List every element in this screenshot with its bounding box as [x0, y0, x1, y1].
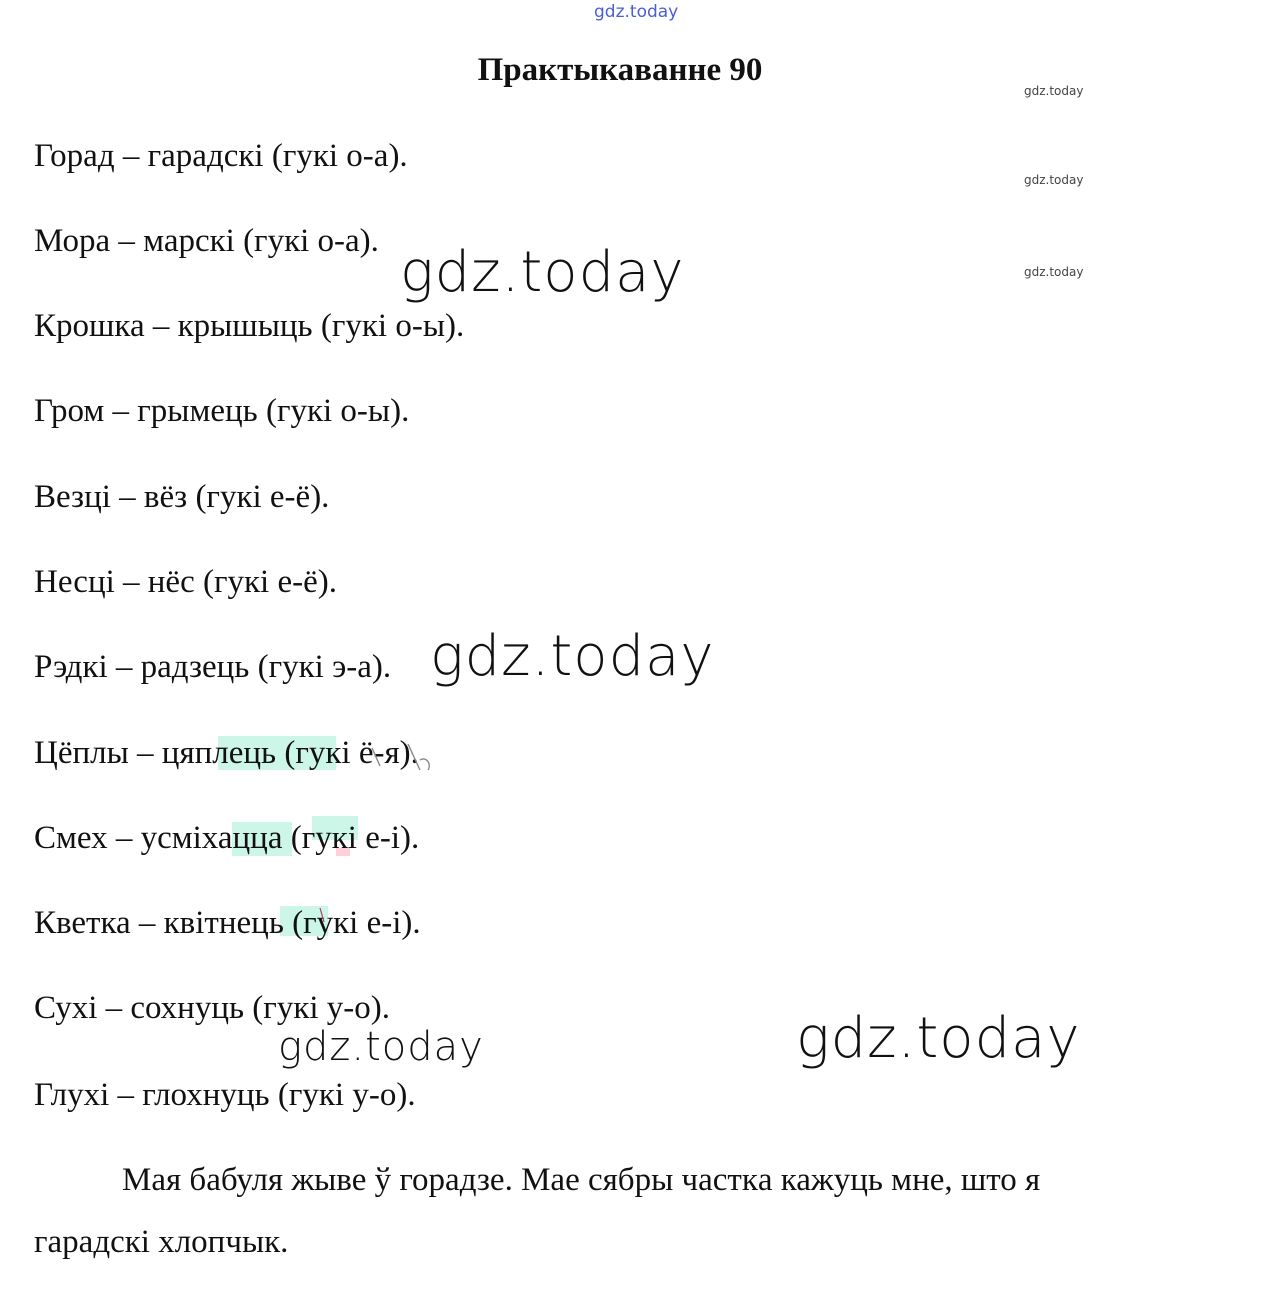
- watermark-medium: gdz.today: [278, 1024, 484, 1070]
- pen-scribble: [368, 736, 440, 776]
- paragraph-line: гарадскі хлопчык.: [34, 1224, 289, 1260]
- watermark-small: gdz.today: [1024, 84, 1084, 98]
- answer-line: Сухі – сохнуць (гукі у-о).: [34, 990, 391, 1026]
- paragraph-line: Мая бабуля жыве ў горадзе. Мае сябры часткa кажуць мне, што я: [122, 1162, 1041, 1198]
- answer-line: Цёплы – цяплець (гукі ё-я).: [34, 735, 419, 771]
- answer-line: Смех – усміхацца (гукі е-і).: [34, 820, 420, 856]
- answer-line: Несці – нёс (гукі е-ё).: [34, 564, 337, 600]
- watermark-top: gdz.today: [594, 2, 679, 22]
- watermark-large: gdz.today: [796, 1006, 1081, 1071]
- watermark-large: gdz.today: [400, 240, 685, 305]
- answer-line: Горад – гарадскі (гукі о-а).: [34, 138, 408, 174]
- watermark-large: gdz.today: [430, 624, 715, 689]
- watermark-small: gdz.today: [1024, 173, 1084, 187]
- answer-line: Гром – грымець (гукі о-ы).: [34, 393, 410, 429]
- page-title: Практыкаванне 90: [477, 52, 763, 88]
- answer-line: Везці – вёз (гукі е-ё).: [34, 479, 330, 515]
- answer-line: Крошка – крышыць (гукі о-ы).: [34, 308, 465, 344]
- pen-scribble: [316, 904, 336, 926]
- answer-line: Глухі – глохнуць (гукі у-о).: [34, 1077, 416, 1113]
- answer-line: Мора – марскі (гукі о-а).: [34, 223, 379, 259]
- answer-line: Кветка – квітнець (гукі е-і).: [34, 905, 421, 941]
- answer-line: Рэдкі – радзець (гукі э-а).: [34, 649, 392, 685]
- watermark-small: gdz.today: [1024, 265, 1084, 279]
